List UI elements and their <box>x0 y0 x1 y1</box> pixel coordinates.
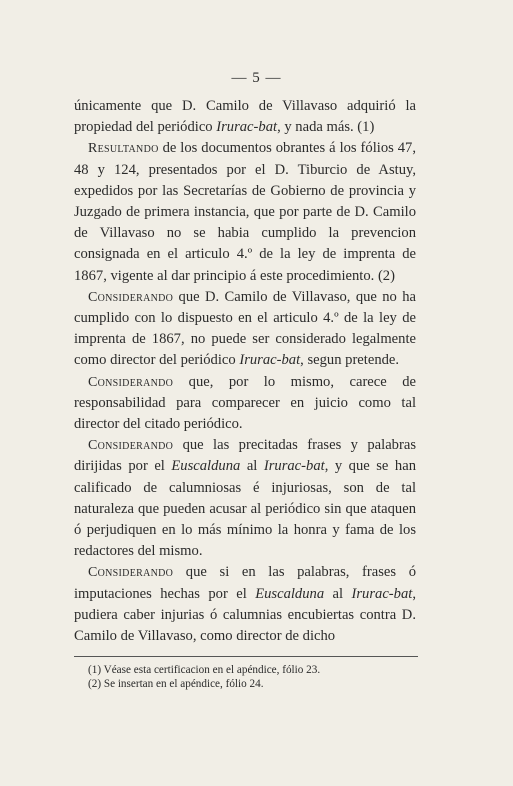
paragraph: Considerando que, por lo mismo, carece de responsabilidad para comparecer en juicio como tal director del citado periódico. <box>74 373 416 433</box>
paragraph: Considerando que D. Camilo de Villavaso, que no ha cumplido con lo dispuesto en el articulo 4.º de la ley de imprenta de 1867, no puede ser considerado legalmente como director del periódico Irurac-bat, segun pretende. <box>74 288 416 369</box>
footnotes <box>88 664 418 691</box>
paragraph: Considerando que las precitadas frases y palabras dirijidas por el Euscalduna al Irurac-bat, y que se han calificado de calumniosas é injuriosas, son de tal naturaleza que pueden acusar al periódico sin que ataquen ó perjudiquen en lo más mínimo la honra y fama de los redactores del mismo. <box>74 437 416 560</box>
lead-word: Considerando <box>88 289 174 305</box>
paragraph: únicamente que D. Camilo de Villavaso adquirió la propiedad del periódico Irurac-bat, y nada más. (1) <box>74 98 416 136</box>
footnote: (1) Véase esta certificacion en el apéndice, fólio 23. <box>88 664 321 676</box>
lead-word: Resultando <box>88 141 159 157</box>
paragraph: Resultando de los documentos obrantes á los fólios 47, 48 y 124, presentados por el D. Tiburcio de Astuy, expedidos por las Secretarías de Gobierno de provincia y Juzgado de primera instancia, que por parte de D. Camilo de Villavaso no se habia cumplido la prevencion consignada en el articulo 4.º de la ley de imprenta de 1867, vigente al dar principio á este procedimiento. (2) <box>74 140 416 284</box>
lead-word: Considerando <box>88 438 174 454</box>
page-number: — 5 — <box>231 70 282 86</box>
paragraph: Considerando que si en las palabras, frases ó imputaciones hechas por el Euscalduna al Irurac-bat, pudiera caber injurias ó calumnias encubiertas contra D. Camilo de Villavaso, como director de dicho <box>74 564 416 645</box>
footnote-divider <box>74 656 418 657</box>
footnote: (2) Se insertan en el apéndice, fólio 24. <box>88 677 264 690</box>
lead-word: Considerando <box>88 374 174 390</box>
body-text <box>74 96 416 647</box>
lead-word: Considerando <box>88 565 174 581</box>
